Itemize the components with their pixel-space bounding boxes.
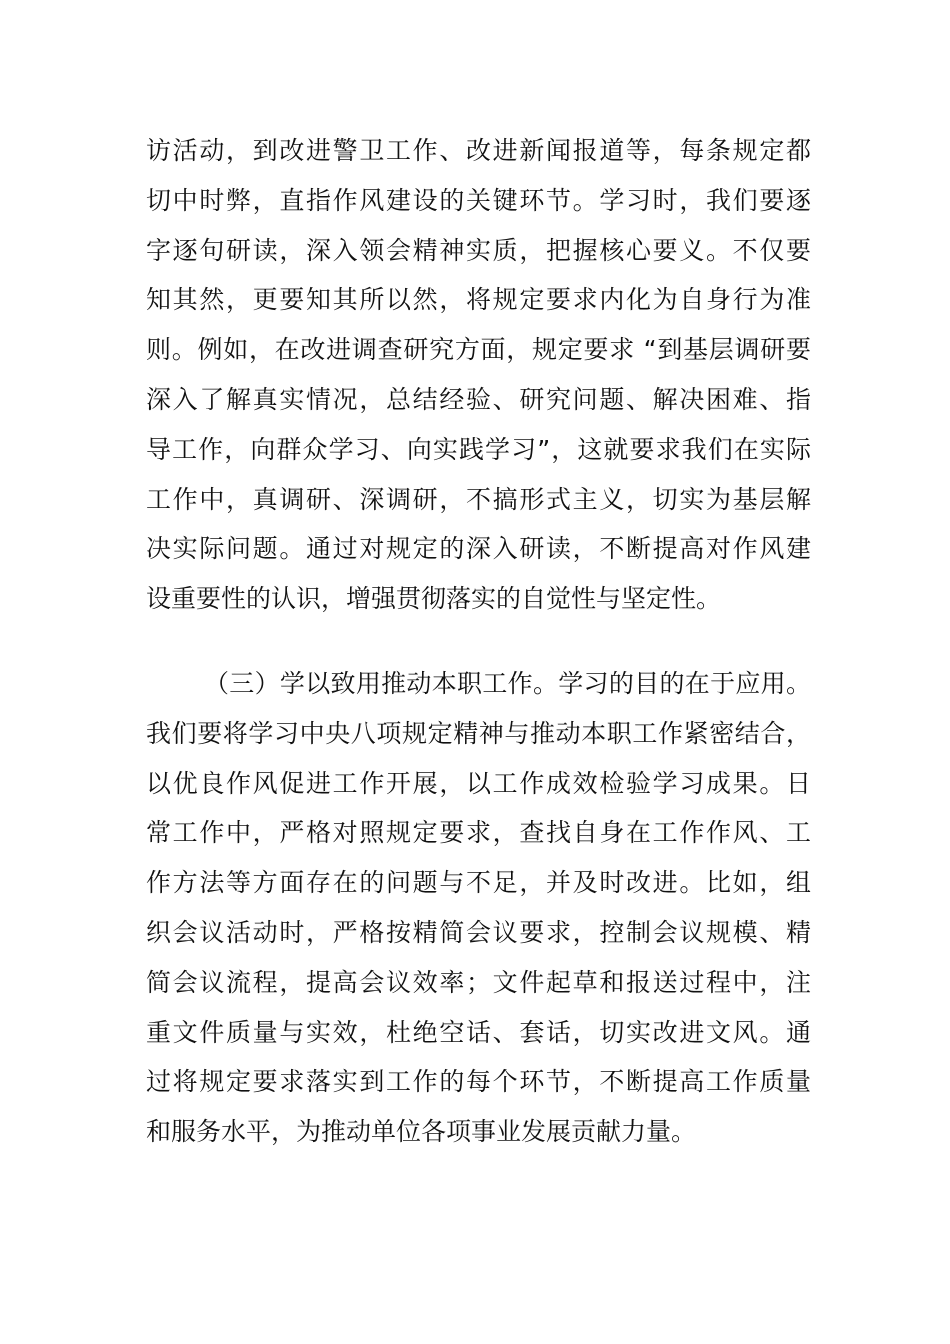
text-line: 切中时弊，直指作风建设的关键环节。学习时，我们要逐	[146, 185, 811, 215]
text-line: 工作中，真调研、深调研，不搞形式主义，切实为基层解	[146, 484, 811, 514]
text-line: 导工作，向群众学习、向实践学习”，这就要求我们在实际	[146, 434, 811, 464]
text-line: 作方法等方面存在的问题与不足，并及时改进。比如，组	[146, 868, 811, 898]
text-line: 访活动，到改进警卫工作、改进新闻报道等，每条规定都	[146, 136, 811, 165]
text-line: 织会议活动时，严格按精简会议要求，控制会议规模、精	[146, 917, 811, 947]
section-heading-line: （三）学以致用推动本职工作。学习的目的在于应用。	[204, 669, 811, 698]
text-line: 深入了解真实情况，总结经验、研究问题、解决困难、指	[146, 384, 811, 414]
paragraph-section-three	[146, 659, 811, 1157]
text-line: 字逐句研读，深入领会精神实质，把握核心要义。不仅要	[146, 235, 811, 265]
text-line: 和服务水平，为推动单位各项事业发展贡献力量。	[146, 1117, 697, 1147]
text-line: 知其然，更要知其所以然，将规定要求内化为自身行为准	[146, 285, 811, 315]
text-line: 简会议流程，提高会议效率；文件起草和报送过程中，注	[146, 967, 811, 997]
text-line: 以优良作风促进工作开展，以工作成效检验学习成果。日	[146, 768, 811, 798]
text-line: 设重要性的认识，增强贯彻落实的自觉性与坚定性。	[146, 584, 722, 614]
text-line: 决实际问题。通过对规定的深入研读，不断提高对作风建	[146, 534, 811, 564]
text-line: 重文件质量与实效，杜绝空话、套话，切实改进文风。通	[146, 1017, 811, 1047]
text-line: 常工作中，严格对照规定要求，查找自身在工作作风、工	[146, 818, 811, 848]
text-line: 我们要将学习中央八项规定精神与推动本职工作紧密结合，	[146, 718, 811, 748]
text-line: 过将规定要求落实到工作的每个环节，不断提高工作质量	[146, 1067, 811, 1097]
text-line: 则。例如，在改进调查研究方面，规定要求 “到基层调研要	[146, 335, 811, 365]
paragraph-continued	[146, 126, 811, 624]
